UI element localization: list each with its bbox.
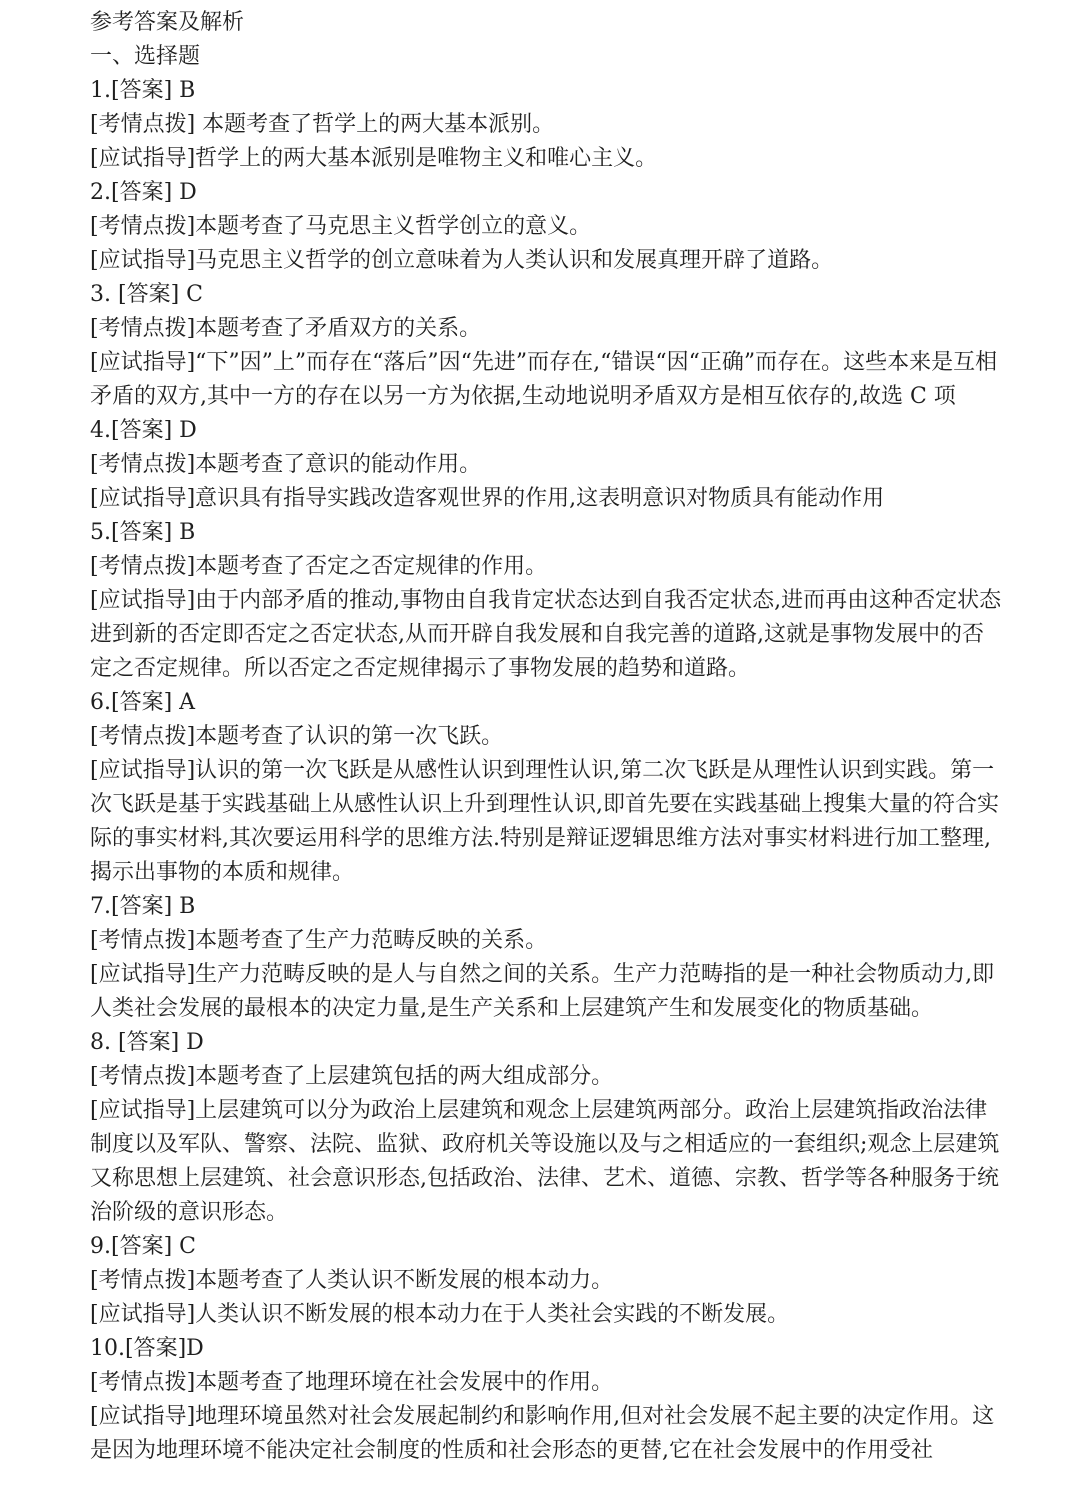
answer-line: 9.[答案] C bbox=[90, 1234, 196, 1259]
answer-item-5 bbox=[90, 516, 1005, 686]
answer-item-7 bbox=[90, 890, 1005, 1026]
exam-point-line: [考情点拨]本题考查了矛盾双方的关系。 bbox=[90, 316, 482, 341]
answer-item-1 bbox=[90, 74, 1005, 176]
answer-line: 1.[答案] B bbox=[90, 78, 196, 103]
guide-paragraph: [应试指导]认识的第一次飞跃是从感性认识到理性认识,第二次飞跃是从理性认识到实践。第一次飞跃是基于实践基础上从感性认识上升到理性认识,即首先要在实践基础上搜集大量的符合实际的事实材料,其次要运用科学的思维方法.特别是辩证逻辑思维方法对事实材料进行加工整理,揭示出事物的本质和规律。 bbox=[90, 758, 999, 885]
document-title: 参考答案及解析 bbox=[90, 10, 245, 35]
answer-line: 8. [答案] D bbox=[90, 1030, 204, 1055]
exam-point-line: [考情点拨] 本题考查了哲学上的两大基本派别。 bbox=[90, 112, 555, 137]
answer-line: 2.[答案] D bbox=[90, 180, 197, 205]
guide-line: [应试指导]马克思主义哲学的创立意味着为人类认识和发展真理开辟了道路。 bbox=[90, 248, 834, 273]
answer-line: 4.[答案] D bbox=[90, 418, 197, 443]
exam-point-line: [考情点拨]本题考查了马克思主义哲学创立的意义。 bbox=[90, 214, 592, 239]
exam-point-line: [考情点拨]本题考查了否定之否定规律的作用。 bbox=[90, 554, 548, 579]
answer-item-8 bbox=[90, 1026, 1005, 1230]
answer-document bbox=[90, 6, 1005, 1468]
answer-item-9 bbox=[90, 1230, 1005, 1332]
exam-point-line: [考情点拨]本题考查了地理环境在社会发展中的作用。 bbox=[90, 1370, 614, 1395]
exam-point-line: [考情点拨]本题考查了认识的第一次飞跃。 bbox=[90, 724, 504, 749]
answer-line: 3. [答案] C bbox=[90, 282, 203, 307]
answer-line: 6.[答案] A bbox=[90, 690, 196, 715]
answer-line: 5.[答案] B bbox=[90, 520, 196, 545]
exam-point-line: [考情点拨]本题考查了人类认识不断发展的根本动力。 bbox=[90, 1268, 614, 1293]
guide-paragraph: [应试指导]上层建筑可以分为政治上层建筑和观念上层建筑两部分。政治上层建筑指政治法律制度以及军队、警察、法院、监狱、政府机关等设施以及与之相适应的一套组织;观念上层建筑又称思想上层建筑、社会意识形态,包括政治、法律、艺术、道德、宗教、哲学等各种服务于统治阶级的意识形态。 bbox=[90, 1098, 1000, 1225]
guide-line: [应试指导]意识具有指导实践改造客观世界的作用,这表明意识对物质具有能动作用 bbox=[90, 486, 885, 511]
guide-paragraph: [应试指导]由于内部矛盾的推动,事物由自我肯定状态达到自我否定状态,进而再由这种否定状态进到新的否定即否定之否定状态,从而开辟自我发展和自我完善的道路,这就是事物发展中的否定之否定规律。所以否定之否定规律揭示了事物发展的趋势和道路。 bbox=[90, 588, 1002, 681]
guide-line: [应试指导]哲学上的两大基本派别是唯物主义和唯心主义。 bbox=[90, 146, 658, 171]
guide-paragraph: [应试指导]地理环境虽然对社会发展起制约和影响作用,但对社会发展不起主要的决定作用。这是因为地理环境不能决定社会制度的性质和社会形态的更替,它在社会发展中的作用受社 bbox=[90, 1404, 995, 1463]
answer-item-2 bbox=[90, 176, 1005, 278]
guide-paragraph: [应试指导]生产力范畴反映的是人与自然之间的关系。生产力范畴指的是一种社会物质动力,即人类社会发展的最根本的决定力量,是生产关系和上层建筑产生和发展变化的物质基础。 bbox=[90, 962, 995, 1021]
section-heading: 一、选择题 bbox=[90, 44, 201, 69]
exam-point-line: [考情点拨]本题考查了生产力范畴反映的关系。 bbox=[90, 928, 548, 953]
exam-point-line: [考情点拨]本题考查了上层建筑包括的两大组成部分。 bbox=[90, 1064, 614, 1089]
exam-point-line: [考情点拨]本题考查了意识的能动作用。 bbox=[90, 452, 482, 477]
guide-line: [应试指导]人类认识不断发展的根本动力在于人类社会实践的不断发展。 bbox=[90, 1302, 790, 1327]
answer-line: 10.[答案]D bbox=[90, 1336, 204, 1361]
answer-item-10 bbox=[90, 1332, 1005, 1468]
answer-item-4 bbox=[90, 414, 1005, 516]
answer-item-6 bbox=[90, 686, 1005, 890]
answer-item-3 bbox=[90, 278, 1005, 414]
guide-paragraph: [应试指导]“下”因”上”而存在“落后”因“先进”而存在,“错误“因“正确”而存在。这些本来是互相矛盾的双方,其中一方的存在以另一方为依据,生动地说明矛盾双方是相互依存的,故选 C 项 bbox=[90, 350, 998, 409]
answer-line: 7.[答案] B bbox=[90, 894, 196, 919]
